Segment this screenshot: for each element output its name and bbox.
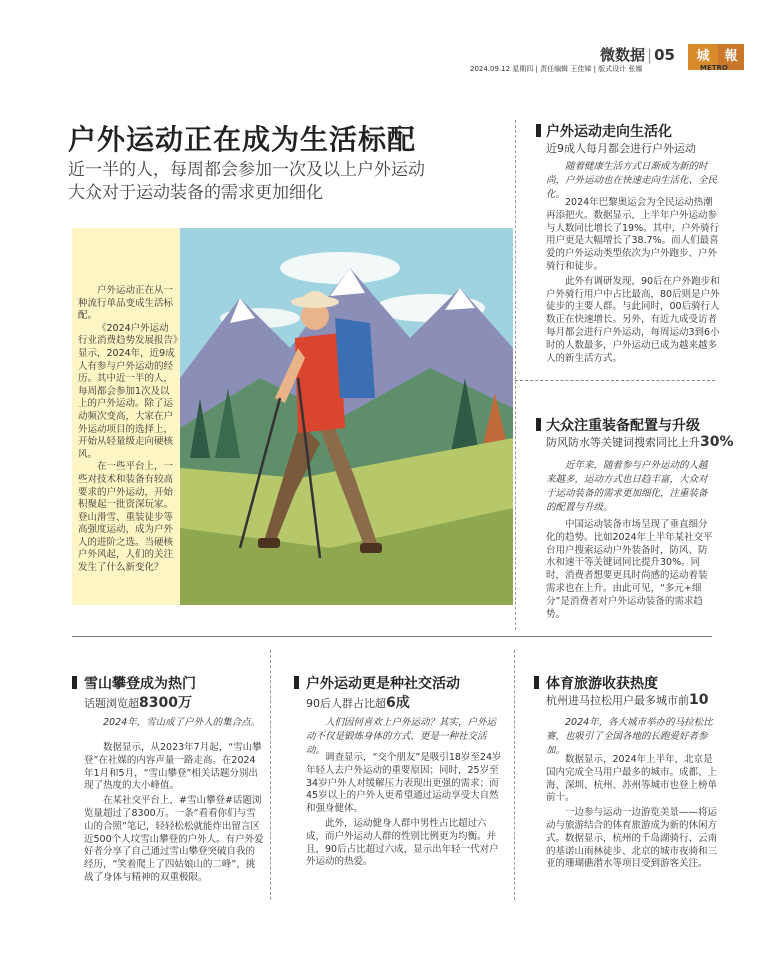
subtitle-text: 杭州进马拉松用户最多城市前 xyxy=(546,694,689,707)
column-divider xyxy=(514,650,515,900)
subtitle-number: 30% xyxy=(700,434,734,450)
intro-text xyxy=(78,285,178,575)
body-paragraph: 数据显示，2024年上半年，北京是国内完成全马用户最多的城市。成都、上海、深圳、杭州、苏州等城市也登上榜单前十。 xyxy=(546,754,718,804)
hiker-boot xyxy=(360,543,382,553)
body-paragraph: 此外有调研发现，90后在户外跑步和户外骑行用户中占比最高，80后则是户外徒步的主要人群。与此同时，00后骑行人数正在快速增长。另外，有近九成受访者每月都会进行户外运动，每周运动3到6小时的人数最多，户外运动已成为越来越多人的新生活方式。 xyxy=(546,275,720,364)
headline-subtitle-1: 近一半的人，每周都会参加一次及以上户外运动 xyxy=(68,160,425,180)
section-marker xyxy=(534,676,539,689)
section-body-travel xyxy=(546,754,718,873)
lead-paragraph: 随着健康生活方式日渐成为新的时尚，户外运动也在快速走向生活化、全民化。 xyxy=(546,161,718,200)
subtitle-text: 话题浏览超 xyxy=(84,697,139,710)
section-subtitle-travel xyxy=(546,692,708,708)
lead-paragraph: 2024年，雪山成了户外人的集合点。 xyxy=(103,717,261,728)
lead-paragraph: 2024年，各大城市举办的马拉松比赛，也吸引了全国各地的长跑爱好者参加。 xyxy=(546,717,713,756)
section-subtitle-social xyxy=(306,692,410,712)
section-marker xyxy=(536,418,541,431)
row-divider xyxy=(72,636,712,637)
section-body-life xyxy=(546,197,720,367)
headline-subtitle-2: 大众对于运动装备的需求更加细化 xyxy=(68,183,323,203)
subtitle-number: 8300万 xyxy=(139,695,192,711)
body-paragraph: 2024年巴黎奥运会为全民运动热潮再添把火。数据显示，上半年户外运动参与人数同比增长了19%。其中，户外骑行用户更是大幅增长了38.7%。而人们最喜爱的户外运动类型依次为户外跑步、户外骑行和徒步。 xyxy=(546,197,720,272)
subtitle-number: 6成 xyxy=(386,695,410,711)
intro-paragraph: 户外运动正在从一种流行单品变成生活标配。 xyxy=(78,285,174,322)
metro-label: METRO xyxy=(700,64,728,72)
section-lead-climb xyxy=(84,716,264,730)
editor-line: 2024.09.12 星期四 | 责任编辑 王佳娣 | 版式设计 张娜 xyxy=(470,65,643,73)
section-title-gear: 大众注重装备配置与升级 xyxy=(546,418,700,434)
subtitle-text: 90后人群占比超 xyxy=(306,697,386,710)
body-paragraph: 调查显示，“交个朋友”是吸引18岁至24岁年轻人去户外运动的重要原因；同时，25岁至34岁户外人对缓解压力表现出更强的需求；而45岁以上的户外人更希望通过运动享受大自然和强身健体。 xyxy=(306,752,502,815)
logo-block-2: 報 xyxy=(718,44,744,70)
section-marker xyxy=(72,676,77,689)
hiker-boot xyxy=(258,538,280,548)
body-paragraph: 此外，运动健身人群中男性占比超过六成，而户外运动人群的性别比例更为均衡。并且，90后占比超过六成，显示出年轻一代对户外运动的热爱。 xyxy=(306,817,499,868)
column-divider xyxy=(270,650,271,900)
body-paragraph: 一边参与运动一边游览美景——将运动与旅游结合的体育旅游成为新的休闲方式。数据显示，杭州的千岛湖骑行、云南的基诺山雨林徒步、北京的城市夜骑和三亚的珊瑚礁潜水等项目受到游客关注。 xyxy=(546,807,718,870)
section-title-climb: 雪山攀登成为热门 xyxy=(84,676,196,692)
lead-paragraph: 人们因何喜欢上户外运动？其实，户外运动不仅是锻炼身体的方式，更是一种社交活动。 xyxy=(306,717,497,756)
section-title-social: 户外运动更是种社交活动 xyxy=(306,676,460,692)
page-number: 05 xyxy=(654,46,675,64)
main-headline: 户外运动正在成为生活标配 xyxy=(68,123,417,156)
section-subtitle-climb xyxy=(84,692,192,712)
section-body-social xyxy=(306,752,502,871)
section-body-gear xyxy=(546,519,716,623)
hiker-illustration xyxy=(180,228,513,605)
brand-name: 微数据 xyxy=(600,46,646,64)
section-body-climb xyxy=(84,742,264,887)
section-title-travel: 体育旅游收获热度 xyxy=(546,676,658,692)
intro-paragraph: 在一些平台上，一些对技术和装备有较高要求的户外运动，开始积聚起一批资深玩家。登山滑雪、重装徒步等高强度运动，成为户外人的进阶之选。当硬核户外风起，人们的关注发生了什么新变化？ xyxy=(78,461,174,574)
logo-block-1: 城 xyxy=(688,44,718,70)
body-paragraph: 中国运动装备市场呈现了垂直细分化的趋势。比如2024年上半年某社交平台用户搜索运动户外装备时，防风、防水和速干等关键词同比提升30%。同时，消费者想要更具时尚感的运动着装需求也在上升。由此可见，“多元+细分”是消费者对户外运动装备的需求趋势。 xyxy=(546,519,713,620)
section-lead-life xyxy=(546,160,720,202)
cloud xyxy=(280,252,400,284)
section-subtitle-life: 近9成人每月都会进行户外运动 xyxy=(546,142,696,155)
body-paragraph: 数据显示，从2023年7月起，“雪山攀登”在社媒的内容声量一路走高。在2024年1月和5月，“雪山攀登”相关话题分别出现了热度的大小峰值。 xyxy=(84,742,262,792)
body-paragraph: 在某社交平台上，#雪山攀登#话题浏览量超过了8300万。一条“看看你们与雪山的合照”笔记，轻轻松松就能炸出留言区近500个人坟雪山攀登的户外人。有户外爱好者分享了自己通过雪山攀登突破自我的经历，“笑着爬上了四姑娘山的二峰”，挑战了身体与精神的双重极限。 xyxy=(84,795,264,883)
page-brand xyxy=(600,44,675,65)
section-title-life: 户外运动走向生活化 xyxy=(546,124,672,140)
section-lead-gear xyxy=(546,459,716,515)
intro-paragraph: 《2024户外运动行业消费趋势发展报告》显示，2024年，近9成人有参与户外运动的经历。其中近一半的人，每周都会参加1次及以上的户外运动。除了运动频次变高，大家在户外运动项目的选择上，开始从轻量级走向硬核风。 xyxy=(78,322,178,460)
section-subtitle-gear xyxy=(546,434,734,450)
section-marker xyxy=(536,124,541,137)
subtitle-text: 防风防水等关键词搜索同比上升 xyxy=(546,436,700,449)
section-divider xyxy=(515,380,715,381)
section-lead-travel xyxy=(546,716,718,758)
column-divider xyxy=(515,120,516,630)
section-marker xyxy=(294,676,299,689)
lead-paragraph: 近年来，随着参与户外运动的人越来越多，运动方式也日趋丰富，大众对于运动装备的需求更加细化，注重装备的配置与升级。 xyxy=(546,460,708,513)
hiker-backpack xyxy=(335,318,375,398)
subtitle-number: 10 xyxy=(689,692,709,708)
brand-separator: | xyxy=(647,46,653,64)
